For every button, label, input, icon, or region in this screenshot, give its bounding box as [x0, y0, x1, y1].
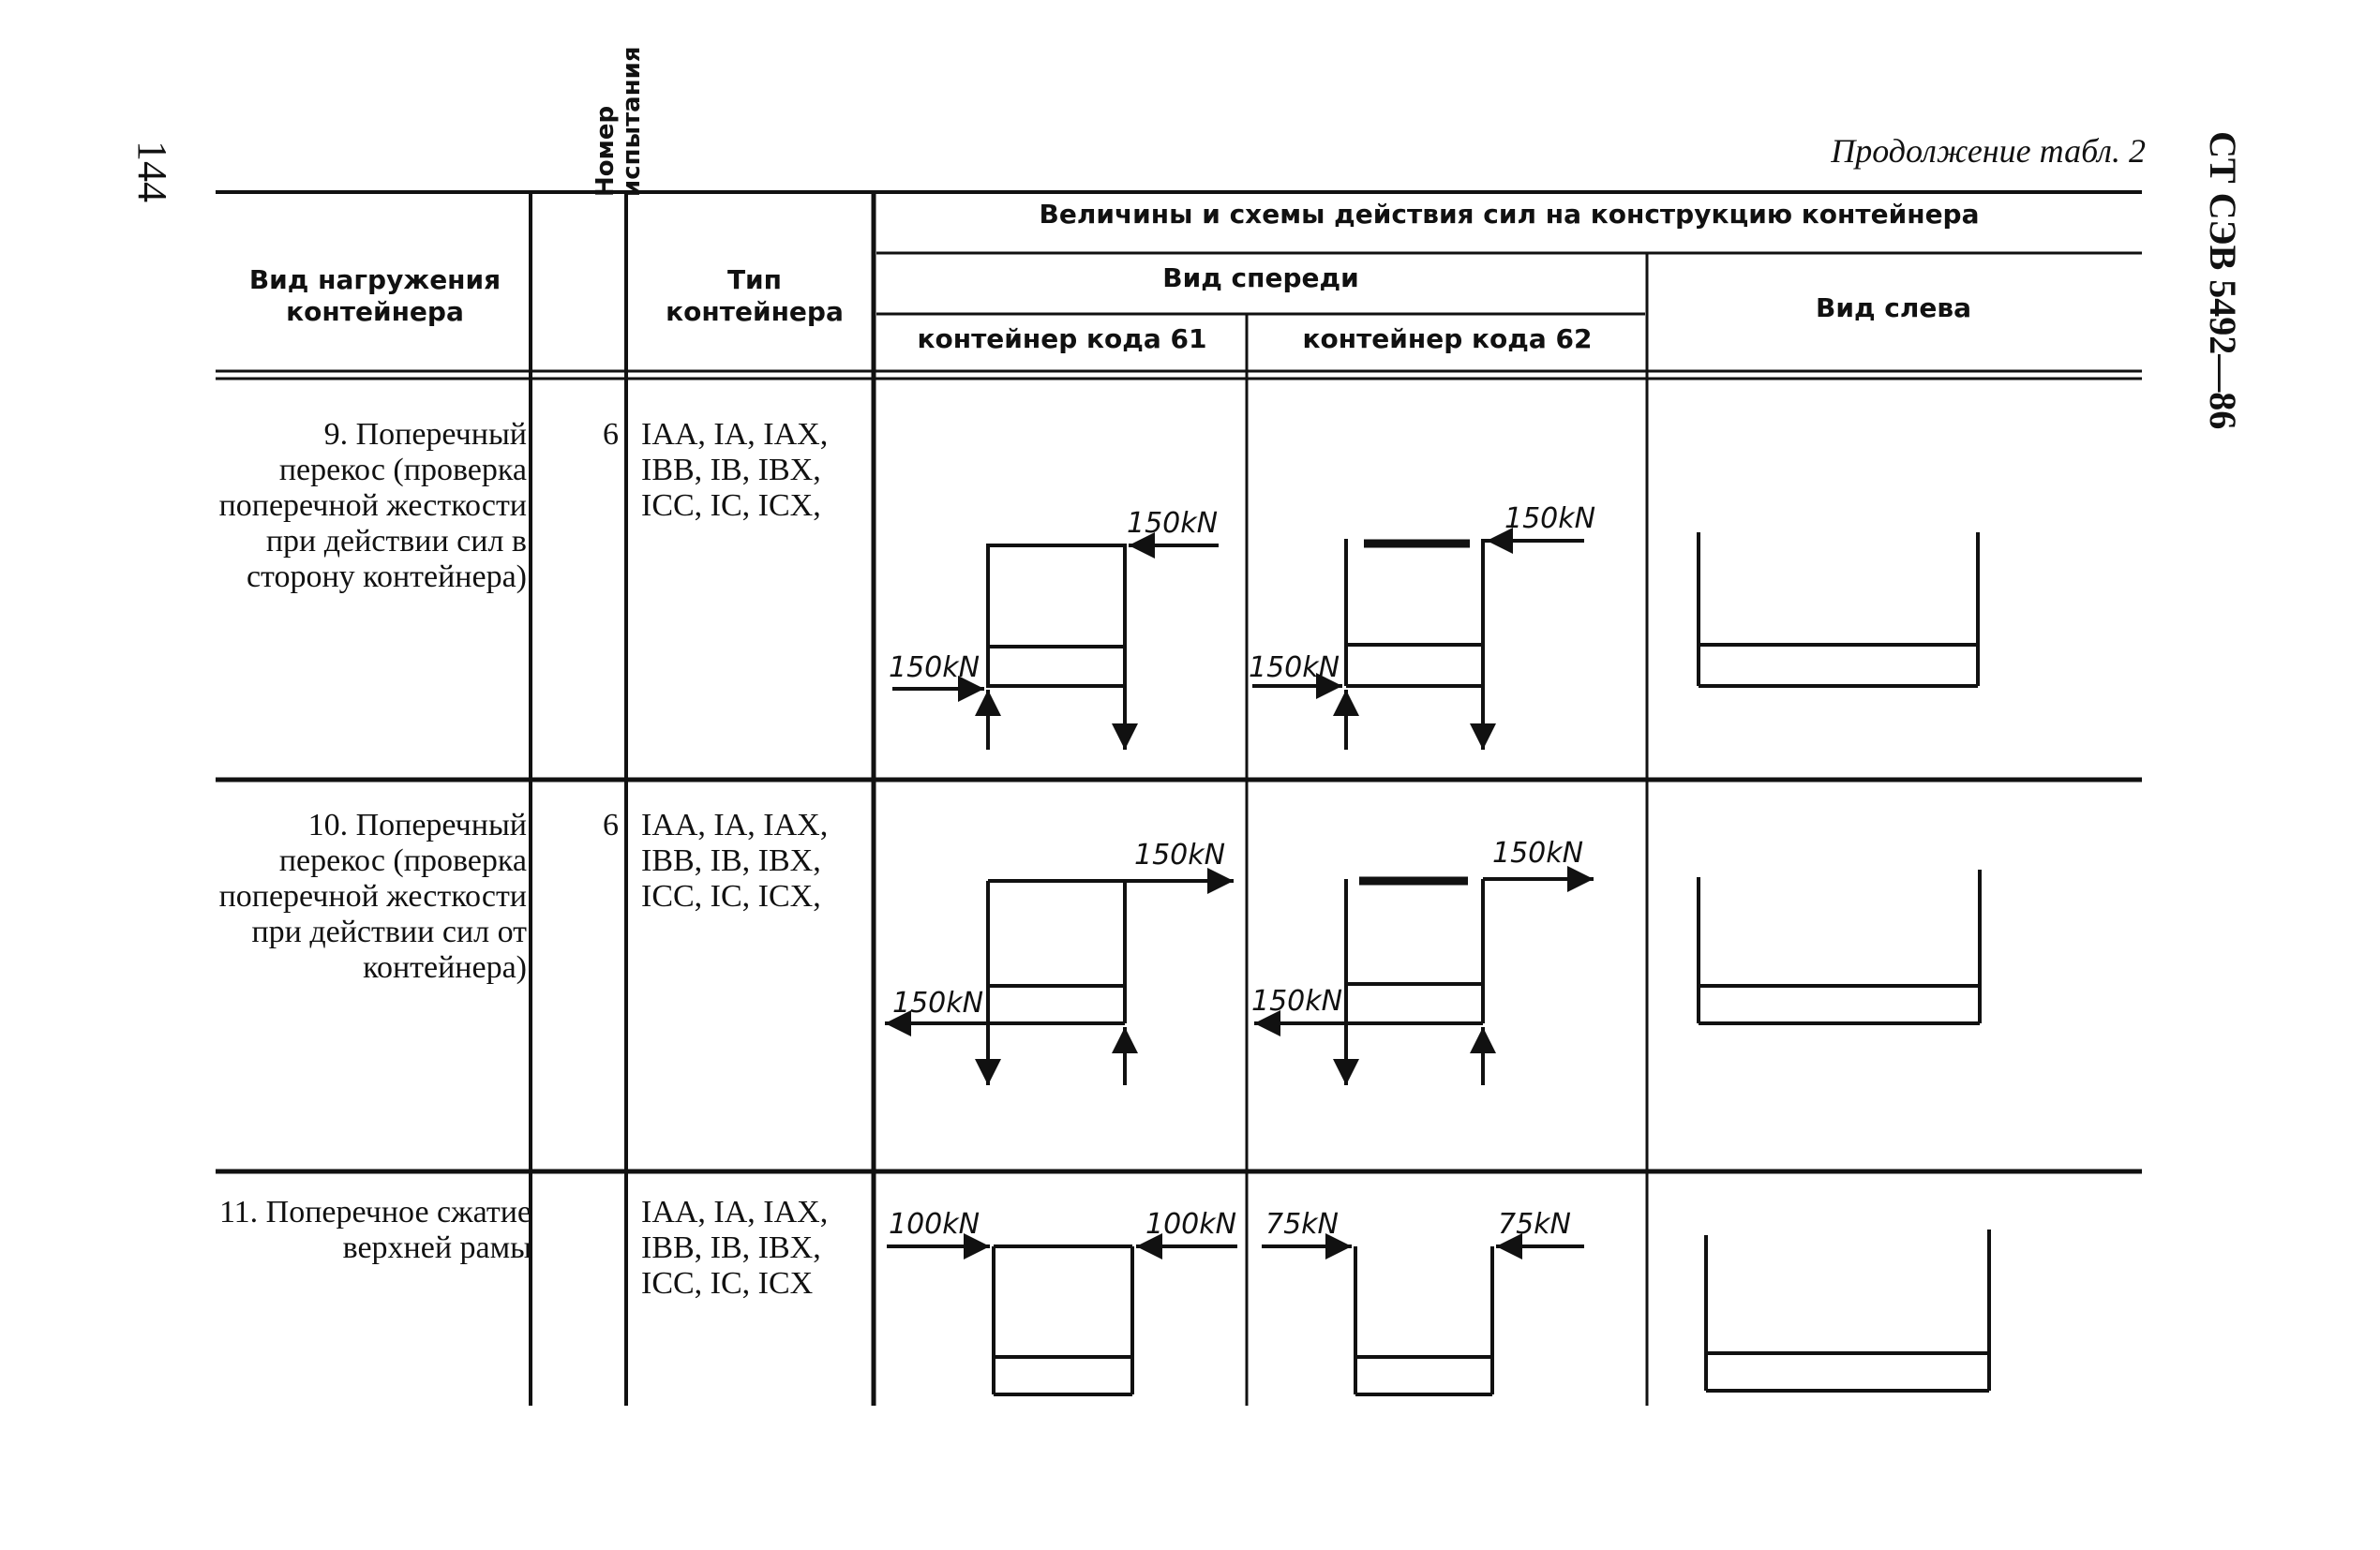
- row10-code61-diagram: [885, 881, 1234, 1085]
- row11-code61-diagram: [887, 1246, 1237, 1394]
- header-code62: контейнер кода 62: [1302, 323, 1593, 354]
- header-forces: Величины и схемы действия сил на конструкцию контейнера: [1039, 199, 1980, 230]
- header-test-number: Номер испытания: [591, 46, 646, 197]
- row9-left-view-diagram: [1699, 532, 1978, 686]
- row9-code61-diagram: [892, 545, 1219, 750]
- row9-load-type: 9. Поперечный перекос (проверка поперечной жесткости при действии сил в сторону контейнера): [218, 417, 527, 594]
- row9-code61-force-top: 150kN: [1127, 507, 1219, 540]
- standard-code: СТ СЭВ 5492—86: [2202, 131, 2244, 430]
- row10-left-view-diagram: [1699, 870, 1980, 1023]
- row9-code62-force-bottom: 150kN: [1249, 651, 1340, 684]
- row11-code62-force-right: 75kN: [1498, 1208, 1571, 1241]
- row9-code62-diagram: [1252, 539, 1584, 750]
- row10-container-types: IAA, IA, IAX, IBB, IB, IBX, ICC, IC, ICX,: [641, 808, 829, 914]
- row11-code62-diagram: [1262, 1246, 1584, 1394]
- header-container-type: Тип контейнера: [666, 264, 844, 327]
- row10-code62-diagram: [1254, 879, 1594, 1085]
- row10-code61-force-top: 150kN: [1134, 839, 1226, 872]
- header-code61: контейнер кода 61: [917, 323, 1207, 354]
- row11-code61-force-left: 100kN: [889, 1208, 980, 1241]
- row9-container-types: IAA, IA, IAX, IBB, IB, IBX, ICC, IC, ICX,: [641, 417, 829, 523]
- header-load-type: Вид нагружения контейнера: [248, 264, 501, 327]
- row11-code62-force-left: 75kN: [1265, 1208, 1339, 1241]
- page-number: 144: [129, 141, 175, 202]
- row11-code61-force-right: 100kN: [1145, 1208, 1237, 1241]
- row10-code61-force-bottom: 150kN: [892, 987, 984, 1020]
- row9-code61-force-bottom: 150kN: [889, 651, 980, 684]
- row11-container-types: IAA, IA, IAX, IBB, IB, IBX, ICC, IC, ICX: [641, 1195, 829, 1301]
- row10-load-type: 10. Поперечный перекос (проверка поперечной жесткости при действии сил от контейнера): [218, 808, 527, 985]
- header-left-view: Вид слева: [1815, 292, 1972, 323]
- table-continuation-title: Продолжение табл. 2: [1831, 132, 2146, 170]
- row10-test-number: 6: [603, 808, 619, 842]
- row10-code62-force-bottom: 150kN: [1251, 985, 1343, 1018]
- row11-load-type: 11. Поперечное сжатие верхней рамы: [218, 1195, 531, 1265]
- row10-code62-force-top: 150kN: [1492, 837, 1584, 870]
- row9-code62-force-top: 150kN: [1504, 502, 1596, 535]
- row9-test-number: 6: [603, 417, 619, 452]
- header-front-view: Вид спереди: [1162, 262, 1359, 293]
- row11-left-view-diagram: [1706, 1230, 1989, 1391]
